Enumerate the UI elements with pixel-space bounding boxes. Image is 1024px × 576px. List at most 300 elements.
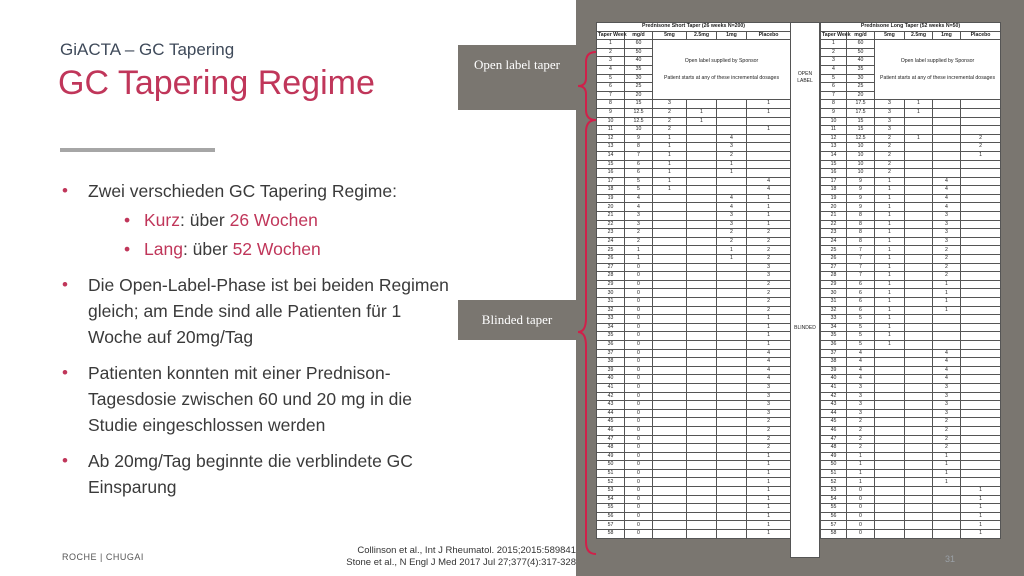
table-cell: 43 — [597, 401, 625, 410]
table-row — [597, 298, 791, 307]
table-cell: 24 — [597, 237, 625, 246]
table-cell — [905, 349, 933, 358]
table-cell: 8 — [847, 220, 875, 229]
table-cell: 52 — [597, 478, 625, 487]
table-cell: 1 — [933, 306, 961, 315]
table-cell — [687, 134, 717, 143]
table-cell: 1 — [961, 151, 1001, 160]
table-row — [597, 212, 791, 221]
table-cell: 40 — [847, 57, 875, 66]
table-row — [821, 134, 1001, 143]
table-cell: 0 — [847, 487, 875, 496]
table-cell: 2 — [747, 298, 791, 307]
table-cell: 30 — [625, 74, 653, 83]
open-label-note-line: Open label supplied by Sponsor — [900, 57, 975, 64]
table-cell — [653, 409, 687, 418]
table-cell — [653, 495, 687, 504]
table-cell: 1 — [933, 280, 961, 289]
table-cell: 8 — [625, 143, 653, 152]
table-cell: 1 — [747, 521, 791, 530]
table-cell — [905, 220, 933, 229]
table-cell: 0 — [625, 504, 653, 513]
table-cell: 12.5 — [847, 134, 875, 143]
table-cell — [933, 340, 961, 349]
table-cell: 9 — [625, 134, 653, 143]
table-cell: 7 — [847, 246, 875, 255]
table-cell: 2 — [847, 426, 875, 435]
table-cell — [717, 263, 747, 272]
table-row — [597, 289, 791, 298]
table-cell — [687, 177, 717, 186]
table-row — [821, 280, 1001, 289]
table-cell: 3 — [717, 212, 747, 221]
table-cell: 3 — [625, 212, 653, 221]
table-cell: 16 — [597, 169, 625, 178]
table-row — [597, 255, 791, 264]
table-cell: 3 — [847, 392, 875, 401]
table-cell: 1 — [747, 315, 791, 324]
table-row — [821, 504, 1001, 513]
table-cell: 1 — [905, 100, 933, 109]
table-cell: 2 — [875, 169, 905, 178]
table-cell: 5 — [625, 177, 653, 186]
table-cell: 2 — [933, 418, 961, 427]
table-cell: 60 — [625, 40, 653, 49]
table-cell — [653, 401, 687, 410]
table-cell: 0 — [625, 298, 653, 307]
sub-bullet-value: 26 Wochen — [229, 210, 318, 230]
table-row — [821, 151, 1001, 160]
table-cell — [875, 409, 905, 418]
footer-company: ROCHE | CHUGAI — [62, 552, 144, 562]
table-row — [821, 229, 1001, 238]
table-cell: 0 — [625, 530, 653, 539]
table-cell — [961, 126, 1001, 135]
table-cell: 42 — [821, 392, 847, 401]
table-row — [821, 530, 1001, 539]
table-cell: 53 — [821, 487, 847, 496]
table-cell: 3 — [933, 401, 961, 410]
table-row — [597, 401, 791, 410]
table-row — [597, 512, 791, 521]
table-cell — [653, 452, 687, 461]
table-cell — [653, 512, 687, 521]
table-cell: 1 — [961, 512, 1001, 521]
table-row — [597, 40, 791, 49]
table-row — [821, 435, 1001, 444]
table-row — [597, 530, 791, 539]
table-cell: 2 — [847, 418, 875, 427]
table-cell: 2 — [933, 263, 961, 272]
table-cell — [717, 487, 747, 496]
table-cell: 27 — [597, 263, 625, 272]
table-cell: 4 — [747, 177, 791, 186]
table-cell — [905, 212, 933, 221]
table-cell — [653, 220, 687, 229]
table-cell: 0 — [625, 469, 653, 478]
table-cell: 25 — [821, 246, 847, 255]
table-row — [821, 160, 1001, 169]
table-cell — [905, 401, 933, 410]
table-cell: 40 — [821, 375, 847, 384]
table-cell — [653, 280, 687, 289]
table-cell: 33 — [821, 315, 847, 324]
table-row — [821, 255, 1001, 264]
table-row — [821, 358, 1001, 367]
table-cell: 54 — [597, 495, 625, 504]
table-cell: 1 — [625, 246, 653, 255]
table-row — [821, 383, 1001, 392]
table-cell — [653, 358, 687, 367]
table-cell: 4 — [747, 186, 791, 195]
table-row — [597, 426, 791, 435]
table-cell — [905, 229, 933, 238]
table-cell: 1 — [747, 108, 791, 117]
table-row — [597, 272, 791, 281]
table-cell — [687, 186, 717, 195]
table-cell — [961, 375, 1001, 384]
table-cell — [717, 272, 747, 281]
table-cell: 3 — [717, 143, 747, 152]
table-cell: 6 — [847, 289, 875, 298]
table-cell — [687, 263, 717, 272]
slide-subtitle: GiACTA – GC Tapering — [60, 40, 235, 59]
table-cell: 2 — [747, 435, 791, 444]
table-cell — [717, 298, 747, 307]
table-cell — [961, 169, 1001, 178]
table-cell: 3 — [933, 237, 961, 246]
table-cell: 2 — [875, 134, 905, 143]
table-cell: 0 — [625, 521, 653, 530]
table-cell: 50 — [821, 461, 847, 470]
table-cell — [905, 478, 933, 487]
table-cell — [687, 349, 717, 358]
table-cell — [961, 203, 1001, 212]
table-cell: 1 — [717, 169, 747, 178]
table-row — [597, 186, 791, 195]
table-cell — [875, 435, 905, 444]
table-cell: 2 — [747, 237, 791, 246]
table-cell — [717, 409, 747, 418]
table-row — [597, 452, 791, 461]
table-cell: 37 — [821, 349, 847, 358]
table-cell: 1 — [747, 461, 791, 470]
table-cell: 1 — [747, 194, 791, 203]
table-cell — [653, 323, 687, 332]
table-cell: 20 — [597, 203, 625, 212]
table-cell: 1 — [821, 40, 847, 49]
table-cell: 2 — [653, 126, 687, 135]
table-cell — [961, 461, 1001, 470]
table-row — [821, 375, 1001, 384]
table-cell — [687, 212, 717, 221]
table-cell — [905, 160, 933, 169]
table-row — [821, 289, 1001, 298]
table-cell: 4 — [847, 375, 875, 384]
col-header: mg/d — [847, 31, 875, 40]
table-cell: 1 — [653, 177, 687, 186]
table-cell: 4 — [597, 65, 625, 74]
table-cell: 29 — [821, 280, 847, 289]
table-cell: 3 — [747, 401, 791, 410]
table-cell — [717, 323, 747, 332]
table-cell: 3 — [747, 272, 791, 281]
table-cell: 1 — [747, 487, 791, 496]
bullet-item — [62, 272, 452, 350]
table-cell: 0 — [625, 289, 653, 298]
table-cell — [875, 469, 905, 478]
table-cell — [687, 435, 717, 444]
table-cell: 35 — [625, 65, 653, 74]
table-cell — [905, 280, 933, 289]
table-cell — [687, 375, 717, 384]
table-cell: 44 — [821, 409, 847, 418]
table-cell: 1 — [847, 478, 875, 487]
table-cell: 56 — [597, 512, 625, 521]
table-cell: 21 — [597, 212, 625, 221]
table-row — [821, 332, 1001, 341]
table-cell: 10 — [847, 143, 875, 152]
table-cell: 1 — [875, 237, 905, 246]
table-cell — [653, 306, 687, 315]
table-cell: 1 — [875, 229, 905, 238]
table-row — [597, 126, 791, 135]
table-cell — [717, 418, 747, 427]
table-cell: 2 — [747, 229, 791, 238]
table-row — [597, 117, 791, 126]
table-cell: 10 — [625, 126, 653, 135]
table-cell: 1 — [875, 177, 905, 186]
table-row — [821, 117, 1001, 126]
table-cell: 4 — [747, 349, 791, 358]
table-cell: 4 — [717, 203, 747, 212]
table-cell: 50 — [847, 48, 875, 57]
table-cell: 19 — [597, 194, 625, 203]
table-cell — [875, 383, 905, 392]
table-cell — [653, 461, 687, 470]
table-cell — [653, 478, 687, 487]
bullet-item — [62, 448, 452, 500]
table-cell: 1 — [747, 126, 791, 135]
table-cell: 52 — [821, 478, 847, 487]
table-cell — [875, 487, 905, 496]
table-cell — [747, 143, 791, 152]
table-cell — [717, 504, 747, 513]
table-cell: 8 — [847, 237, 875, 246]
table-cell — [653, 315, 687, 324]
table-cell — [875, 392, 905, 401]
table-row — [597, 315, 791, 324]
table-cell — [961, 358, 1001, 367]
table-cell — [717, 444, 747, 453]
table-row — [597, 332, 791, 341]
table-cell: 58 — [597, 530, 625, 539]
open-label-line: LABEL — [797, 78, 813, 84]
table-cell — [717, 332, 747, 341]
table-cell — [687, 306, 717, 315]
table-cell — [717, 186, 747, 195]
table-cell: 0 — [625, 315, 653, 324]
table-row — [821, 452, 1001, 461]
table-cell: 1 — [875, 186, 905, 195]
table-cell: 6 — [597, 83, 625, 92]
table-cell — [905, 323, 933, 332]
table-cell — [687, 160, 717, 169]
table-cell — [933, 160, 961, 169]
table-cell: 1 — [905, 134, 933, 143]
table-cell: 1 — [933, 478, 961, 487]
table-cell — [905, 298, 933, 307]
table-row — [821, 323, 1001, 332]
table-cell — [905, 392, 933, 401]
table-cell: 2 — [933, 246, 961, 255]
table-row — [597, 143, 791, 152]
table-cell — [653, 272, 687, 281]
table-cell: 38 — [597, 358, 625, 367]
table-cell: 4 — [747, 358, 791, 367]
table-cell — [961, 426, 1001, 435]
bullet-text: Patienten konnten mit einer Prednison-Tagesdosie zwischen 60 und 20 mg in die Studie eingeschlossen werden — [88, 363, 412, 435]
reference-2: Stone et al., N Engl J Med 2017 Jul 27;377(4):317-328 — [346, 557, 576, 568]
table-cell — [687, 401, 717, 410]
table-cell — [687, 237, 717, 246]
table-cell: 1 — [933, 298, 961, 307]
table-cell: 23 — [821, 229, 847, 238]
table-cell: 4 — [747, 375, 791, 384]
table-row — [821, 108, 1001, 117]
col-header: 2.5mg — [905, 31, 933, 40]
table-cell — [905, 452, 933, 461]
table-cell — [653, 504, 687, 513]
table-cell: 12 — [821, 134, 847, 143]
table-cell: 0 — [847, 495, 875, 504]
table-cell — [687, 272, 717, 281]
table-row — [821, 426, 1001, 435]
table-cell: 11 — [597, 126, 625, 135]
table-cell: 28 — [821, 272, 847, 281]
table-cell — [961, 237, 1001, 246]
table-cell — [747, 117, 791, 126]
table-cell: 49 — [597, 452, 625, 461]
table-cell — [961, 444, 1001, 453]
table-cell — [875, 504, 905, 513]
table-row — [597, 349, 791, 358]
table-cell — [717, 126, 747, 135]
table-cell — [905, 383, 933, 392]
table-cell: 57 — [821, 521, 847, 530]
table-cell — [687, 100, 717, 109]
table-row — [821, 306, 1001, 315]
table-cell: 50 — [625, 48, 653, 57]
table-cell: 2 — [747, 246, 791, 255]
table-cell: 46 — [597, 426, 625, 435]
table-cell — [961, 452, 1001, 461]
table-row — [597, 169, 791, 178]
table-row — [597, 177, 791, 186]
table-cell: 40 — [625, 57, 653, 66]
table-row — [597, 263, 791, 272]
table-cell — [905, 444, 933, 453]
table-cell — [933, 530, 961, 539]
table-cell — [687, 220, 717, 229]
table-cell: 1 — [747, 340, 791, 349]
table-cell: 44 — [597, 409, 625, 418]
table-cell: 3 — [847, 409, 875, 418]
table-cell: 2 — [875, 151, 905, 160]
table-cell: 1 — [933, 469, 961, 478]
table-cell — [961, 246, 1001, 255]
table-cell: 1 — [747, 504, 791, 513]
table-cell: 0 — [625, 478, 653, 487]
table-cell: 0 — [625, 409, 653, 418]
table-cell: 1 — [875, 220, 905, 229]
table-cell: 1 — [747, 332, 791, 341]
table-cell: 19 — [821, 194, 847, 203]
table-row — [597, 435, 791, 444]
table-cell — [653, 469, 687, 478]
sub-bullet-value: 52 Wochen — [232, 239, 321, 259]
table-cell: 32 — [597, 306, 625, 315]
table-cell — [905, 340, 933, 349]
table-cell — [653, 530, 687, 539]
table-row — [597, 418, 791, 427]
table-row — [597, 134, 791, 143]
table-cell: 58 — [821, 530, 847, 539]
table-cell: 1 — [961, 530, 1001, 539]
table-cell — [687, 409, 717, 418]
table-cell: 56 — [821, 512, 847, 521]
table-cell — [961, 212, 1001, 221]
table-cell — [653, 229, 687, 238]
col-header: Taper Week — [598, 31, 627, 38]
table-cell — [687, 383, 717, 392]
table-row — [597, 478, 791, 487]
table-cell: 1 — [717, 160, 747, 169]
table-cell: 3 — [747, 263, 791, 272]
table-row — [597, 469, 791, 478]
table-cell — [961, 469, 1001, 478]
table-cell: 2 — [653, 108, 687, 117]
table-row — [597, 487, 791, 496]
table-cell: 26 — [821, 255, 847, 264]
table-row — [821, 392, 1001, 401]
table-cell — [905, 512, 933, 521]
table-cell: 21 — [821, 212, 847, 221]
table-row — [597, 246, 791, 255]
table-cell: 0 — [625, 401, 653, 410]
table-cell: 2 — [961, 143, 1001, 152]
table-cell — [905, 143, 933, 152]
table-cell: 6 — [847, 298, 875, 307]
table-cell: 1 — [653, 151, 687, 160]
table-cell: 4 — [847, 366, 875, 375]
table-cell — [717, 340, 747, 349]
table-cell — [961, 478, 1001, 487]
table-row — [597, 100, 791, 109]
table-cell — [933, 108, 961, 117]
table-cell — [961, 117, 1001, 126]
table-cell — [653, 237, 687, 246]
table-row — [821, 461, 1001, 470]
table-cell: 26 — [597, 255, 625, 264]
table-cell: 0 — [847, 530, 875, 539]
table-cell — [933, 512, 961, 521]
table-cell — [875, 530, 905, 539]
table-cell: 5 — [597, 74, 625, 83]
table-row — [821, 263, 1001, 272]
table-cell: 5 — [847, 323, 875, 332]
table-row — [821, 444, 1001, 453]
